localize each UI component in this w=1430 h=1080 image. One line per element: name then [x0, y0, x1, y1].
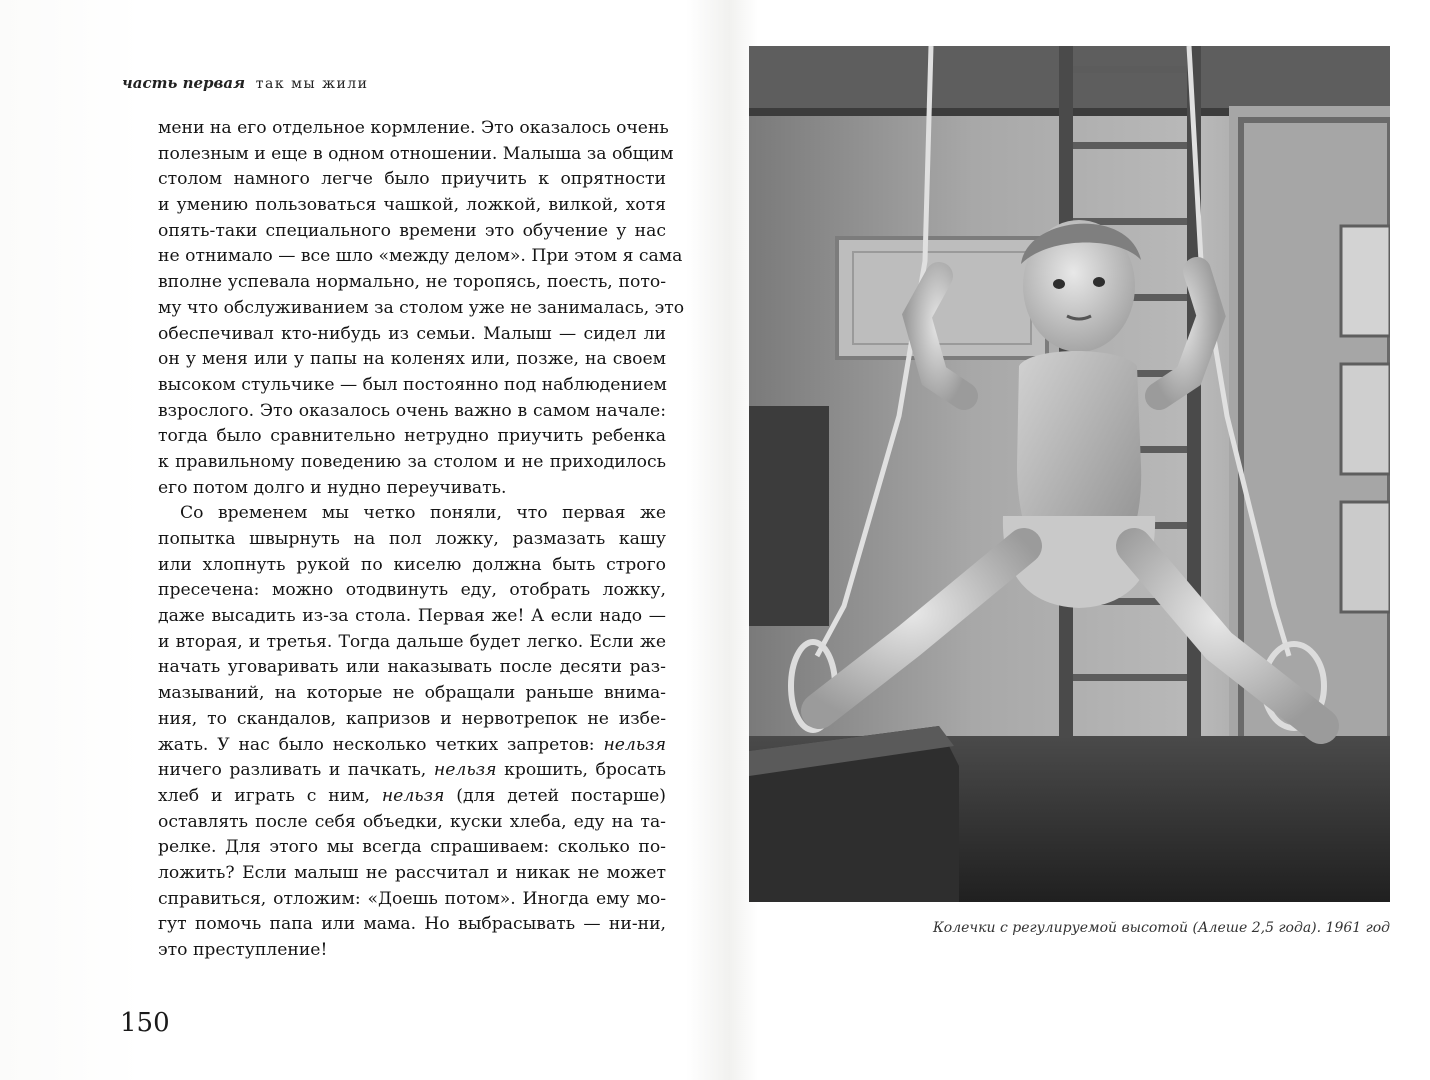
text-line: опять-таки специального времени это обучение у нас	[158, 220, 666, 241]
emphasis-word: нельзя	[603, 734, 666, 755]
text-line-with-emphasis	[158, 733, 666, 759]
running-head-title: так мы жили	[255, 76, 369, 92]
body-text	[158, 116, 685, 964]
text-line: столом намного легче было приучить к опрятности	[158, 169, 666, 190]
paragraph-start-line: Со временем мы четко поняли, что первая же	[180, 503, 666, 524]
photo-wall-bar-rung	[1073, 142, 1187, 149]
text-line-with-emphasis	[158, 758, 666, 784]
text-segment: жать. У нас было несколько четких запретов:	[158, 734, 595, 755]
text-segment: хлеб и играть с ним,	[158, 785, 370, 806]
photo-illustration	[749, 46, 1390, 902]
photo-dark-shelf	[749, 406, 829, 626]
text-line: полезным и еще в одном отношении. Малыша за общим	[158, 143, 674, 164]
text-line: вполне успевала нормально, не торопясь, поесть, пото-	[158, 272, 666, 293]
text-segment: (для детей постарше)	[456, 785, 667, 806]
photo-caption: Колечки с регулируемой высотой (Алеше 2,5 года). 1961 год	[932, 920, 1390, 936]
text-line: взрослого. Это оказалось очень важно в самом начале:	[158, 400, 666, 421]
text-line: или хлопнуть рукой по киселю должна быть строго	[158, 554, 666, 575]
text-segment: ничего разливать и пачкать,	[158, 760, 427, 781]
text-segment: крошить, бросать	[496, 760, 666, 781]
text-line-with-emphasis	[158, 784, 666, 810]
photo-wall-bar-rung	[1073, 674, 1187, 681]
text-line: ния, то скандалов, капризов и нервотрепок не избе-	[158, 708, 666, 729]
running-head-part: часть первая	[122, 74, 246, 92]
text-line: даже высадить из-за стола. Первая же! А если надо —	[158, 606, 666, 627]
text-line: ложить? Если малыш не рассчитал и никак не может	[158, 862, 666, 883]
text-line: к правильному поведению за столом и не приходилось	[158, 451, 666, 472]
text-line: высоком стульчике — был постоянно под наблюдением	[158, 374, 667, 395]
text-line: релке. Для этого мы всегда спрашиваем: сколько по-	[158, 837, 666, 858]
photo-door-glass-1	[1341, 226, 1390, 336]
text-line: он у меня или у папы на коленях или, позже, на своем	[158, 349, 666, 370]
page-number: 150	[120, 1008, 170, 1038]
text-line: мени на его отдельное кормление. Это оказалось очень	[158, 118, 669, 138]
text-line: тогда было сравнительно нетрудно приучить ребенка	[158, 426, 666, 447]
text-line: справиться, отложим: «Доешь потом». Иногда ему мо-	[158, 888, 666, 909]
text-line: гут помочь папа или мама. Но выбрасывать — ни-ни,	[158, 914, 666, 935]
running-head	[122, 74, 369, 92]
photo-door-glass-2	[1341, 364, 1390, 474]
text-line: его потом долго и нудно переучивать.	[158, 477, 507, 498]
emphasis-word: нельзя	[433, 760, 497, 781]
text-line: мазываний, на которые не обращали раньше внима-	[158, 683, 666, 704]
photo-child-on-rings	[749, 46, 1390, 902]
text-line: пресечена: можно отодвинуть еду, отобрать ложку,	[158, 580, 666, 601]
text-line: это преступление!	[158, 940, 328, 960]
text-line: попытка швырнуть на пол ложку, размазать кашу	[158, 529, 666, 549]
text-line: начать уговаривать или наказывать после десяти раз-	[158, 657, 666, 678]
text-line: оставлять после себя объедки, куски хлеба, еду на та-	[158, 811, 666, 832]
text-line: и вторая, и третья. Тогда дальше будет легко. Если же	[158, 631, 666, 652]
photo-child-eye-right	[1093, 277, 1105, 287]
text-line: му что обслуживанием за столом уже не занималась, это	[158, 297, 685, 318]
text-line: обеспечивал кто-нибудь из семьи. Малыш — сидел ли	[158, 323, 666, 344]
emphasis-word: нельзя	[381, 785, 445, 806]
photo-wall-bar-rung	[1073, 66, 1187, 73]
text-line: не отнимало — все шло «между делом». При этом я сама	[158, 246, 683, 267]
photo-child-eye-left	[1053, 279, 1065, 289]
photo-door-glass-3	[1341, 502, 1390, 612]
text-line: и умению пользоваться чашкой, ложкой, вилкой, хотя	[158, 195, 666, 216]
